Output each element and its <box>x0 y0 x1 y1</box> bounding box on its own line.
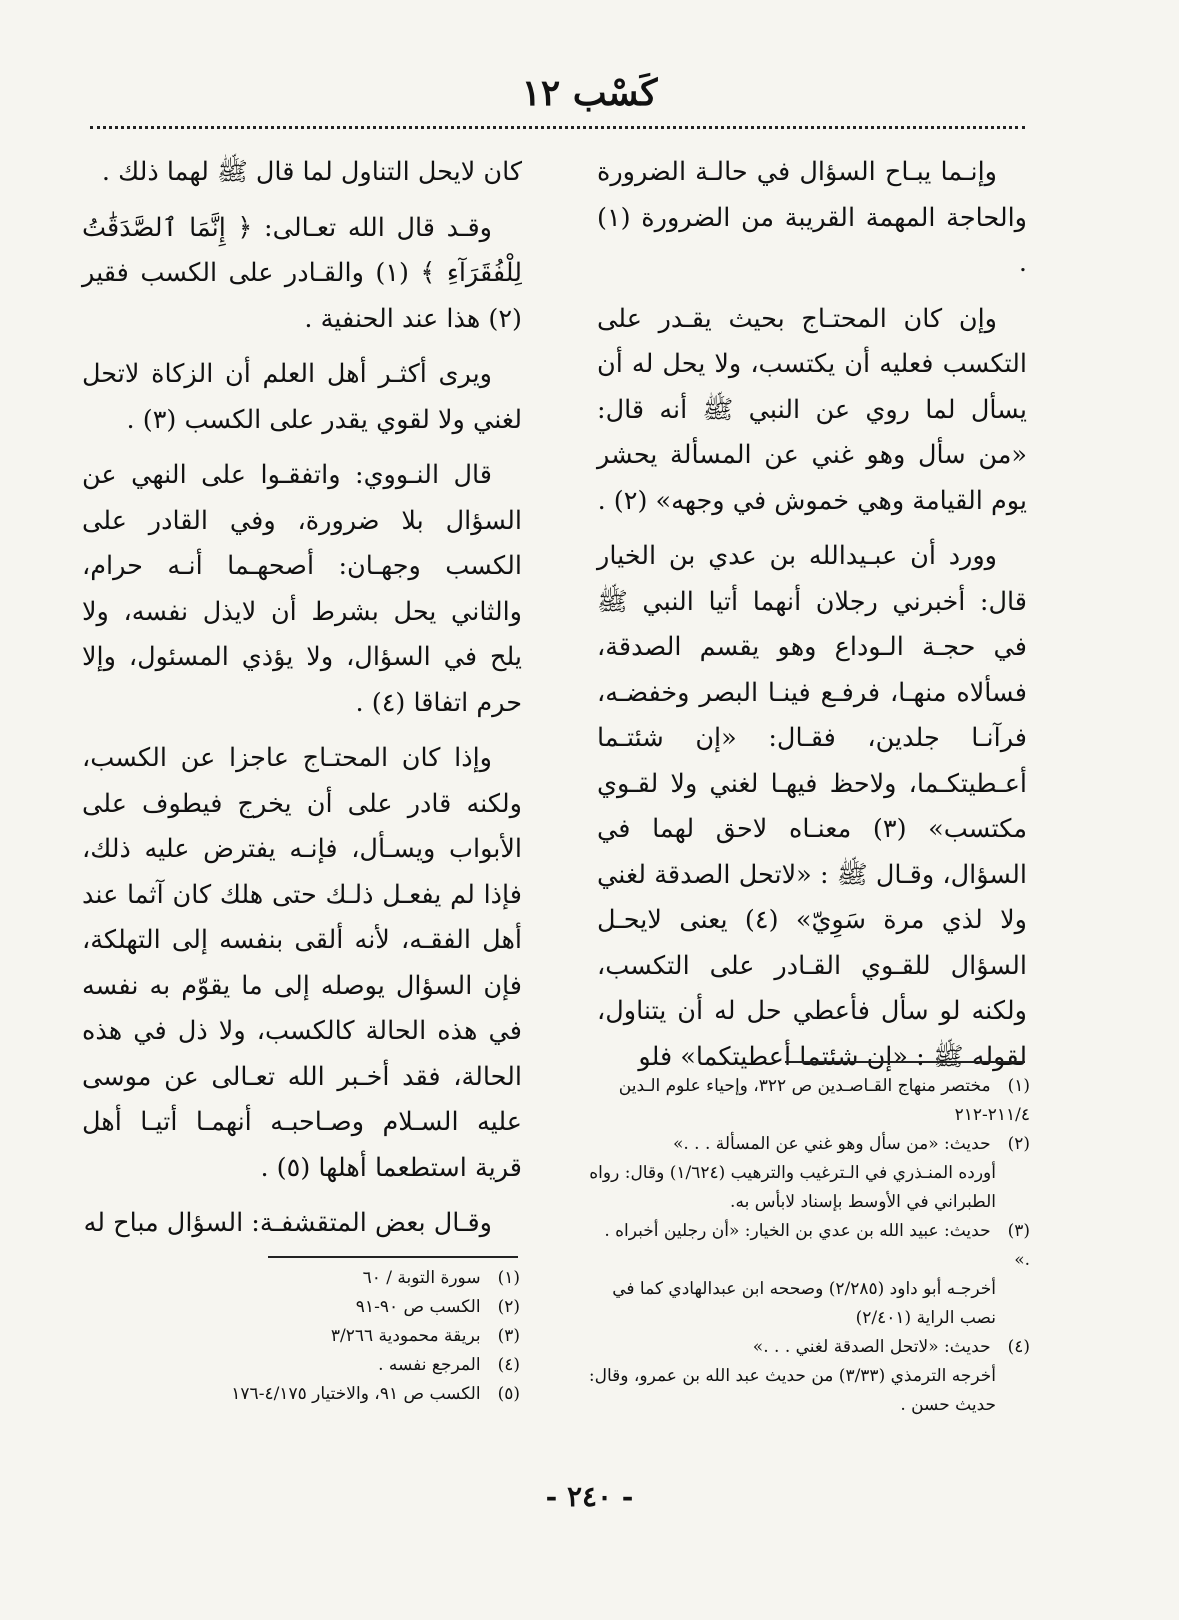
left-footnotes <box>180 1264 520 1409</box>
right-footnotes <box>585 1072 1030 1420</box>
right-paragraph-2: وإن كان المحتـاج بحيث يقـدر على التكسب فعليه أن يكتسب، ولا يحل له أن يسأل لما روي عن النبي ﷺ أنه قال: «من سأل وهو غني عن المسألة يحشر يوم القيامة وهي خموش في وجهه» (٢) . <box>597 303 1028 516</box>
footnote-item <box>585 1333 1030 1420</box>
footnote-number: (٢) <box>497 1297 520 1317</box>
left-paragraph-2: وقـد قال الله تعـالى: ﴿ إِنَّمَا ٱلصَّدَقَٰتُ لِلْفُقَرَآءِ ﴾ (١) والقـادر على الكسب فقير (٢) هذا عند الحنفية . <box>82 212 522 334</box>
footnote-number: (٣) <box>1007 1221 1030 1241</box>
footnote-text: أورده المنـذري في الـترغيب والترهيب (١/٦٢٤) وقال: رواه الطبراني في الأوسط بإسناد لابأس به. <box>589 1163 996 1212</box>
right-footnote-divider <box>785 1061 1025 1063</box>
footnote-item <box>180 1380 520 1409</box>
footnote-number: (٤) <box>1007 1337 1030 1357</box>
right-text-column <box>597 150 1027 1090</box>
right-paragraph-1: وإنـما يبـاح السؤال في حالـة الضرورة والحاجة المهمة القريبة من الضرورة (١) . <box>597 157 1027 278</box>
left-paragraph-3: ويرى أكثـر أهل العلم أن الزكاة لاتحل لغني ولا لقوي يقدر على الكسب (٣) . <box>82 359 522 435</box>
right-paragraph-3: وورد أن عبـيدالله بن عدي بن الخيار قال: أخبرني رجلان أنهما أتيا النبي ﷺ في حجـة الـوداع وهو يقسم الصدقة، فسألاه منهـا، فرفـع فينـا البصر وخفضـه، فرآنـا جلدين، فقـال: «إن شئتـما أعـطيتكـما، ولاحظ فيهـا لغني ولا لقـوي مكتسب» (٣) معنـاه لاحق لهما في السؤال، وقـال ﷺ : «لاتحل الصدقة لغني ولا لذي مرة سَوِيّ» (٤) يعنى لايحـل السؤال للقـوي القـادر على التكسب، ولكنه لو سأل فأعطي حل له أن يتناول، لقوله ﷺ : «إن شئتما أعطيتكما» فلو <box>597 541 1027 1072</box>
footnote-text: سورة التوبة / ٦٠ <box>362 1268 481 1288</box>
page-number: - ٢٤٠ - <box>545 1480 634 1513</box>
footnote-text: مختصر منهاج القـاصـدين ص ٣٢٢، وإحياء علوم الـدين ٢١١/٤-٢١٢ <box>618 1076 1030 1125</box>
footnote-item <box>585 1072 1030 1130</box>
footnote-text: حديث: عبيد الله بن عدي بن الخيار: «أن رجلين أخبراه . .» <box>604 1221 1030 1270</box>
footnote-text: حديث: «من سأل وهو غني عن المسألة . . .» <box>672 1134 991 1154</box>
footnote-item <box>585 1130 1030 1217</box>
left-text-column <box>82 150 522 1257</box>
footnote-number: (١) <box>1007 1076 1030 1096</box>
footnote-item <box>180 1322 520 1351</box>
footnote-text: أخرجـه أبو داود (٢/٢٨٥) وصححه ابن عبدالهادي كما في نصب الراية (٢/٤٠١) <box>612 1279 996 1328</box>
footnote-text: حديث: «لاتحل الصدقة لغني . . .» <box>752 1337 991 1357</box>
footnote-number: (٥) <box>497 1384 520 1404</box>
left-paragraph-6: وقـال بعض المتقشفـة: السؤال مباح له <box>83 1208 492 1238</box>
footnote-item <box>585 1217 1030 1333</box>
footnote-number: (٢) <box>1007 1134 1030 1154</box>
left-footnote-divider <box>268 1256 518 1258</box>
footnote-text: أخرجه الترمذي (٣/٣٣) من حديث عبد الله بن عمرو، وقال: حديث حسن . <box>588 1366 996 1415</box>
footnote-number: (٣) <box>497 1326 520 1346</box>
footnote-text: المرجع نفسه . <box>378 1355 481 1375</box>
footnote-text: الكسب ص ٩١، والاختيار ٤/١٧٥-١٧٦ <box>231 1384 481 1404</box>
footnote-number: (١) <box>497 1268 520 1288</box>
footnote-number: (٤) <box>497 1355 520 1375</box>
page-header-title: كَسْب ١٢ <box>521 72 658 114</box>
footnote-item <box>180 1293 520 1322</box>
footnote-text: بريقة محمودية ٣/٢٦٦ <box>330 1326 481 1346</box>
footnote-item <box>180 1264 520 1293</box>
left-paragraph-1: كان لايحل التناول لما قال ﷺ لهما ذلك . <box>101 157 522 187</box>
left-paragraph-5: وإذا كان المحتـاج عاجزا عن الكسب، ولكنه قادر على أن يخرج فيطوف على الأبواب ويسـأل، فإنـه يفترض عليه ذلك، فإذا لم يفعـل ذلـك حتى هلك كان آثما عند أهل الفقـه، لأنه ألقى بنفسه إلى التهلكة، فإن السؤال يوصله إلى ما يقوّم به نفسه في هذه الحالة كالكسب، ولا ذل في هذه الحالة، فقد أخـبر الله تعـالى عن موسى عليه السـلام وصـاحبـه أنهمـا أتيـا أهل قرية استطعما أهلها (٥) . <box>82 743 522 1183</box>
footnote-text: الكسب ص ٩٠-٩١ <box>355 1297 481 1317</box>
footnote-item <box>180 1351 520 1380</box>
left-paragraph-4: قال النـووي: واتفقـوا على النهي عن السؤال بلا ضرورة، وفي القادر على الكسب وجهـان: أصحهـما أنـه حرام، والثاني يحل بشرط أن لايذل نفسه، ولا يلح في السؤال، ولا يؤذي المسئول، وإلا حرم اتفاقا (٤) . <box>82 460 522 718</box>
header-dotted-divider <box>90 126 1025 129</box>
